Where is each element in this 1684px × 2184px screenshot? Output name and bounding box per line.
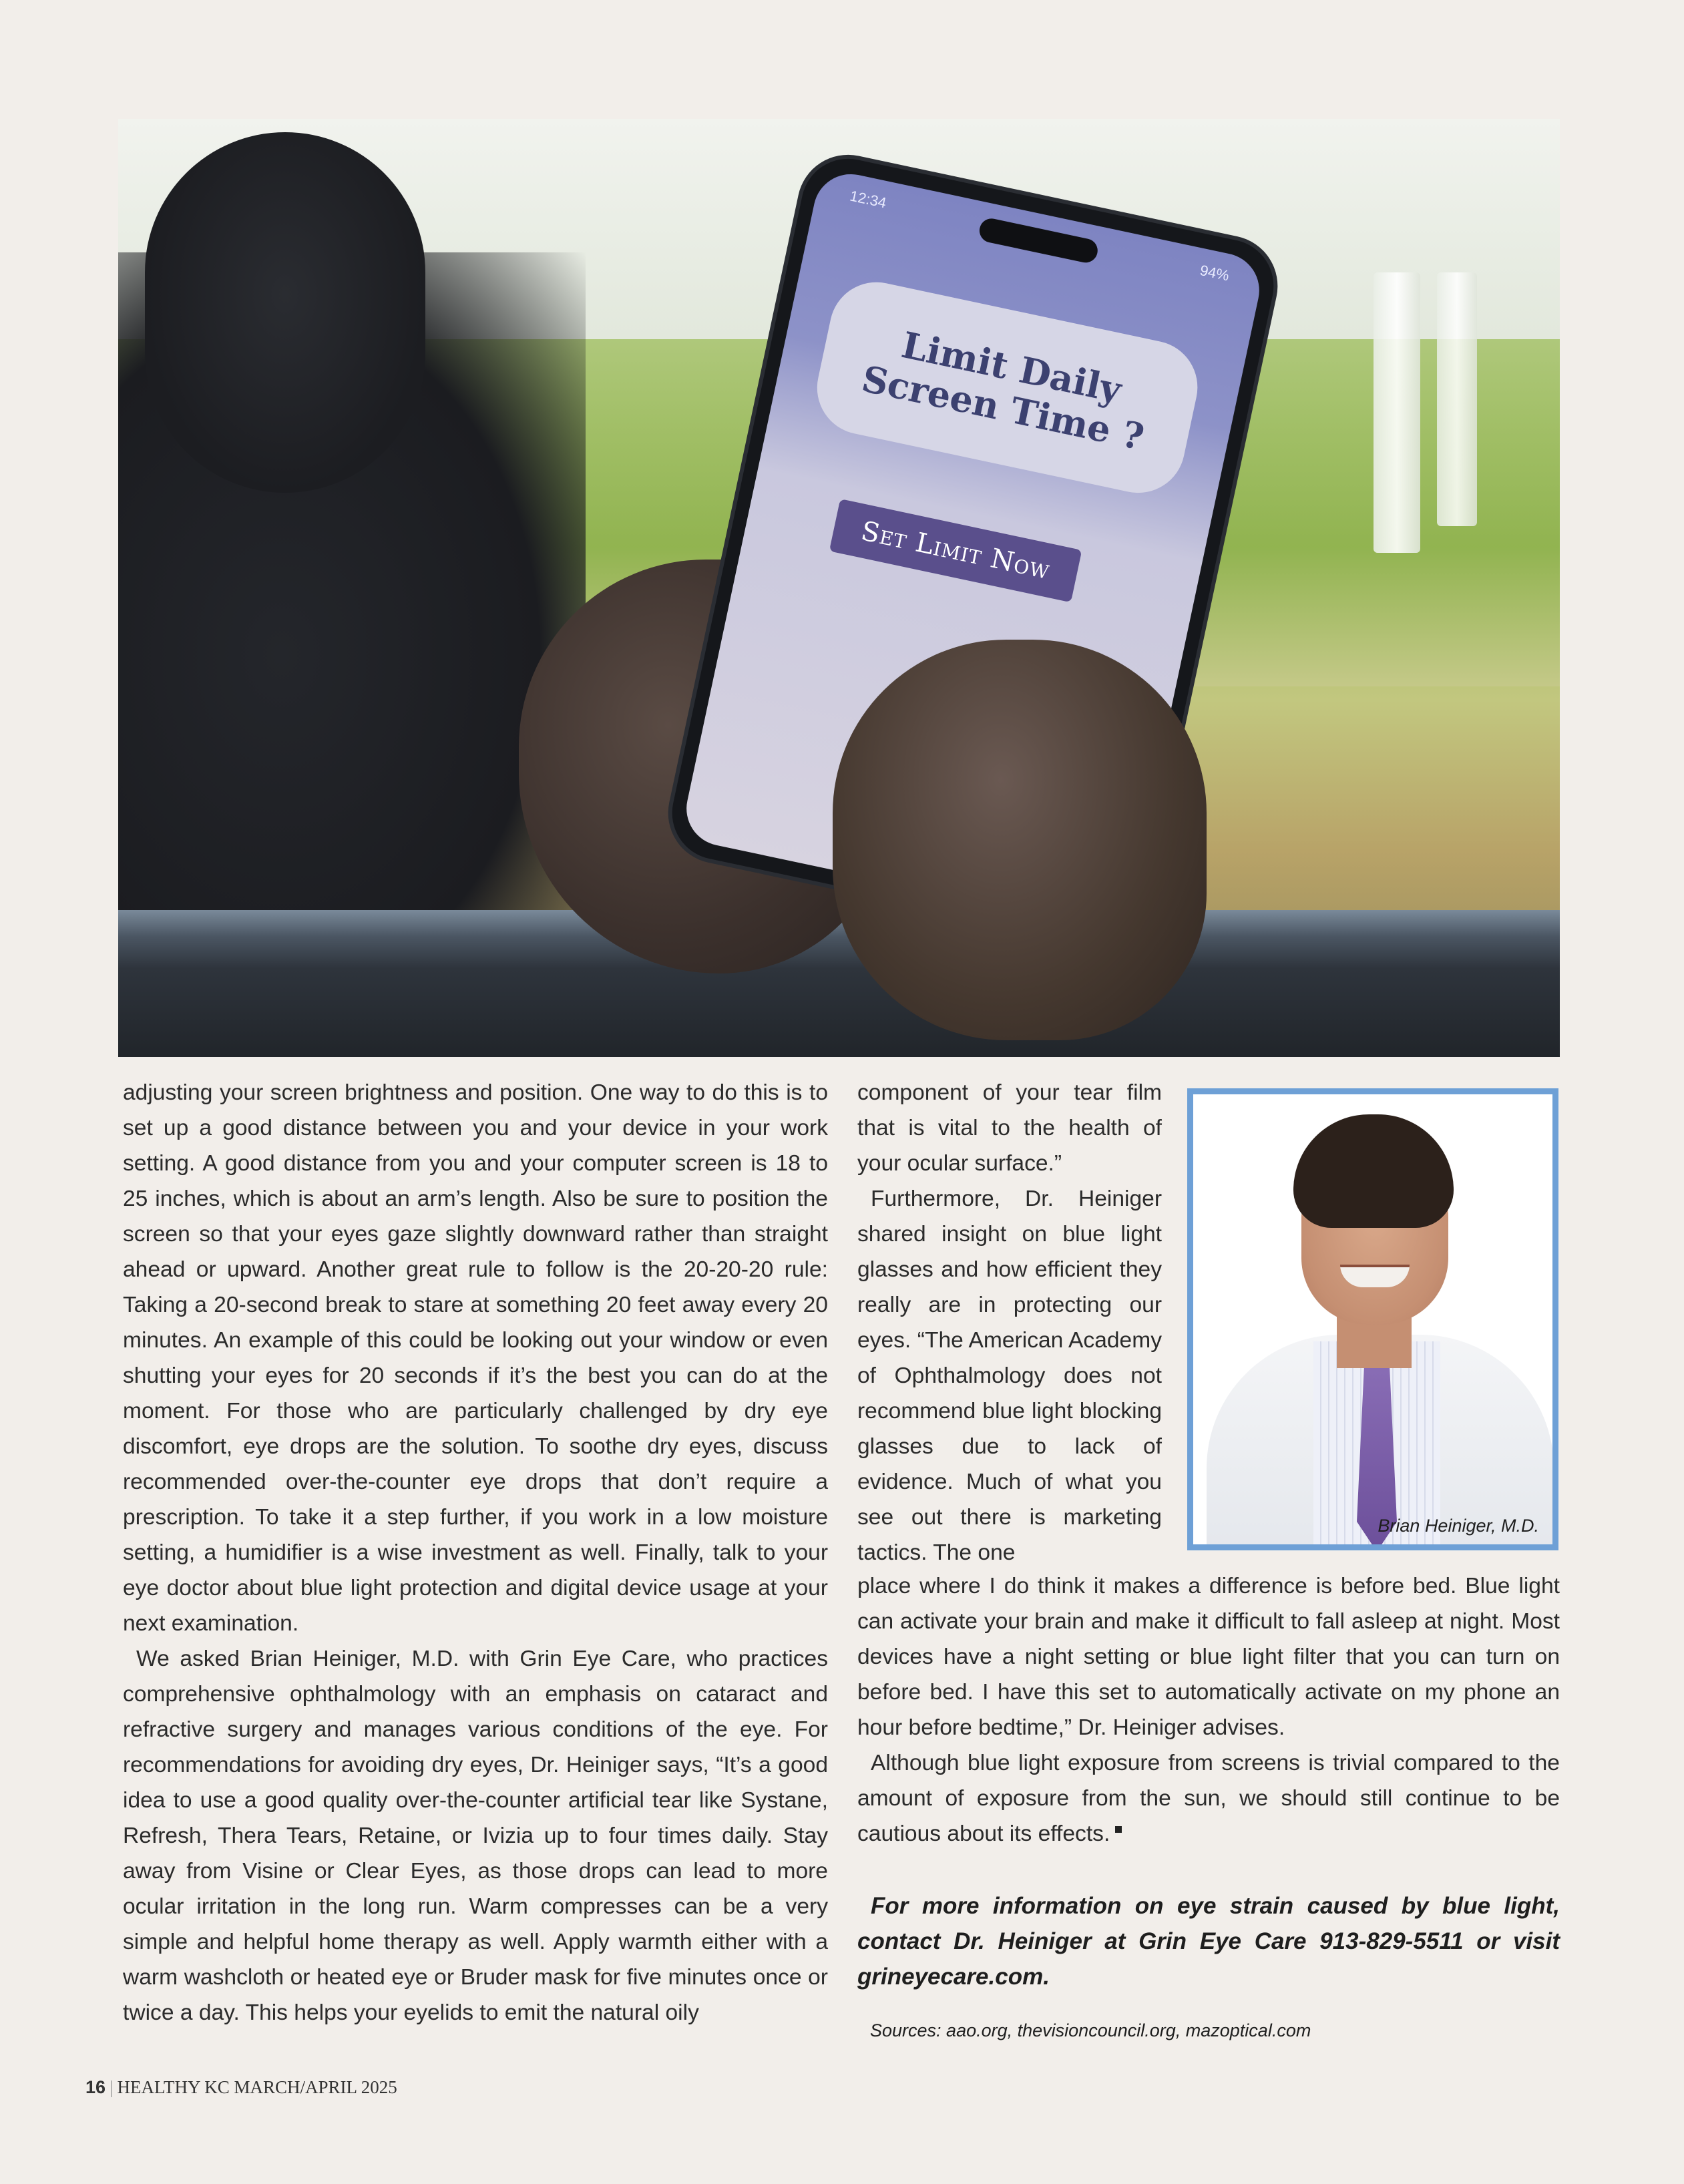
article-paragraph: We asked Brian Heiniger, M.D. with Grin Eye Care, who practices comprehensive ophthalmology with an emphasis on cataract and refractive surgery and manages various conditions of the eye. For recommendations for avoiding dry eyes, Dr. Heiniger says, “It’s a good idea to use a good quality over-the-counter artificial tear like Systane, Refresh, Thera Tears, Retaine, or Ivizia up to four times daily. Stay away from Visine or Clear Eyes, as those drops can lead to more ocular irritation in the long run. Warm compresses can be a very simple and helpful home therapy as well. Apply warmth either with a warm washcloth or heated eye or Bruder mask for five minutes once or twice a day. This helps your eyelids to emit the natural oily <box>123 1647 828 2025</box>
article-paragraph: adjusting your screen brightness and position. One way to do this is to set up a good distance between you and your device in your work setting. A good distance from you and your computer screen is 18 to 25 inches, which is about an arm’s length. Also be sure to position the screen so that your eyes gaze slightly downward rather than straight ahead or upward. Another great rule to follow is the 20-20-20 rule: Taking a 20-second break to stare at something 20 feet away every 20 minutes. An example of this could be looking out your window or even shutting your eyes for 20 seconds if it’s the best you can do at the moment. For those who are particularly challenged by dry eye discomfort, eye drops are the solution. To soothe dry eyes, discuss recommended over-the-counter eye drops that don’t require a prescription. To take it a step further, if you work in a low moisture setting, a humidifier is a wise investment as well. Finally, talk to your eye doctor about blue light protection and digital device usage at your next examination. <box>123 1080 828 1636</box>
set-limit-button: Set Limit Now <box>829 499 1082 602</box>
doctor-portrait <box>1187 1088 1558 1550</box>
phone-dynamic-island <box>978 216 1100 265</box>
page-footer <box>85 2077 397 2098</box>
hero-post <box>1374 272 1420 553</box>
footer-separator: | <box>110 2077 114 2097</box>
screen-time-heading: Limit Daily Screen Time ? <box>858 322 1148 459</box>
sources-line: Sources: aao.org, thevisioncouncil.org, mazoptical.com <box>870 2020 1311 2040</box>
hero-post-2 <box>1437 272 1477 526</box>
article-column-2-bottom <box>857 1568 1560 1851</box>
article-last-text: Although blue light exposure from screens is trivial compared to the amount of exposure from the sun, we should still continue to be cautious about its effects. <box>857 1751 1560 1846</box>
article-column-1 <box>123 1075 828 2030</box>
article-column-2-top <box>857 1075 1162 1570</box>
article-paragraph: place where I do think it makes a difference is before bed. Blue light can activate your brain and make it difficult to fall asleep at night. Most devices have a night setting or blue light filter that you can turn on before bed. I have this set to automatically activate on my phone an hour before bedtime,” Dr. Heiniger advises. <box>857 1574 1560 1740</box>
hero-right-hand <box>833 640 1207 1040</box>
hero-head-silhouette <box>145 132 425 493</box>
hero-railing <box>118 910 1560 1057</box>
hero-photo <box>118 119 1560 1057</box>
photo-caption: Brian Heiniger, M.D. <box>1378 1516 1539 1536</box>
article-paragraph: component of your tear film that is vital to the health of your ocular surface.” <box>857 1080 1162 1176</box>
phone-status-battery: 94% <box>1198 261 1231 284</box>
phone-status-time: 12:34 <box>848 187 888 212</box>
screen-time-bubble <box>809 274 1207 501</box>
page-number: 16 <box>85 2077 106 2097</box>
end-of-article-mark <box>1115 1826 1122 1833</box>
more-info-callout: For more information on eye strain caused by blue light, contact Dr. Heiniger at Grin Eye Care 913-829-5511 or visit grineyecare.com. <box>857 1893 1560 1990</box>
article-paragraph-last <box>857 1745 1560 1851</box>
publication-line: HEALTHY KC MARCH/APRIL 2025 <box>117 2077 397 2097</box>
article-paragraph: Furthermore, Dr. Heiniger shared insight on blue light glasses and how efficient they really are in protecting our eyes. “The American Academy of Ophthalmology does not recommend blue light blocking glasses due to lack of evidence. Much of what you see out there is marketing tactics. The one <box>857 1186 1162 1565</box>
